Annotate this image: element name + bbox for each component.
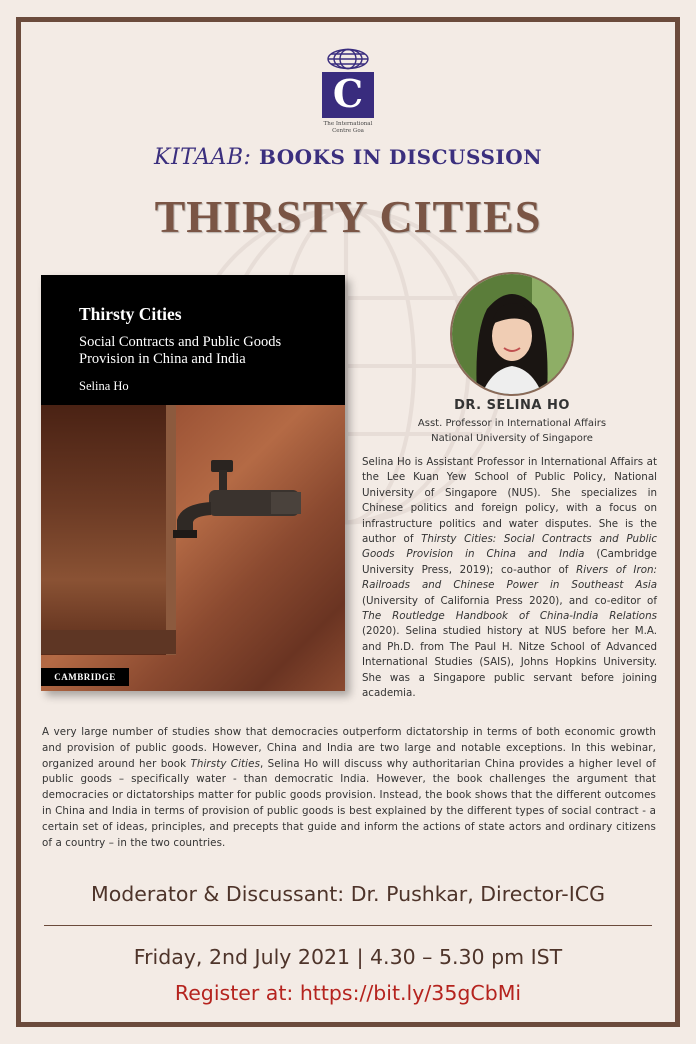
description-segment: , Selina Ho will discuss why authoritarian China provides a higher level of public goods – specifically water - than democratic India. However, the book challenges the argument that democracies or dictatorships matter for public goods provision. Instead, the book shows that the different outcomes in China and India in terms of provision of public goods is best explained by the different types of social contract - a certain set of ideas, principles, and precepts that guide and inform the actions of state actors and ordinary citizens of a country – in the two countries. [42, 757, 657, 849]
logo-letter-box [322, 72, 374, 118]
logo-caption-line2: Centre Goa [332, 128, 364, 134]
speaker-photo [450, 272, 574, 396]
event-description [42, 725, 656, 851]
book-author: Selina Ho [79, 379, 129, 393]
icg-logo [321, 48, 375, 135]
book-publisher: CAMBRIDGE [41, 668, 129, 686]
logo-caption-line1: The International [323, 121, 373, 127]
event-datetime: Friday, 2nd July 2021 | 4.30 – 5.30 pm IST [133, 945, 563, 969]
bio-segment: Selina Ho is Assistant Professor in International Affairs at the Lee Kuan Yew School of Public Policy, National University of Singapore (NUS). She specializes in Chinese politics and foreign policy, with a focus on infrastructure politics and water disputes. She is the author of [362, 456, 657, 546]
bio-segment: Thirsty Cities: Social Contracts and Public Goods Provision in China and India [362, 533, 658, 561]
event-title: THIRSTY CITIES [154, 191, 542, 242]
bio-segment: The Routledge Handbook of China-India Relations [362, 610, 657, 623]
series-name: BOOKS IN DISCUSSION [258, 145, 542, 169]
book-cover [41, 275, 345, 691]
logo-letter: C [332, 71, 364, 116]
window-sill-image [41, 630, 176, 654]
bio-segment: (2020). Selina studied history at NUS before her M.A. and Ph.D. from The Paul H. Nitze School of Advanced International Studies (SAIS), Johns Hopkins University. She was a Singapore public servant before joining academia. [362, 625, 657, 700]
speaker-portrait-image [452, 274, 572, 394]
bio-segment: Rivers of Iron: Railroads and Chinese Power in Southeast Asia [362, 563, 657, 592]
series-heading [0, 145, 696, 170]
divider [44, 925, 652, 926]
register-link[interactable]: Register at: https://bit.ly/35gCbMi [174, 981, 522, 1005]
series-prefix: KITAAB: [154, 145, 252, 170]
window-opening-image [41, 405, 176, 655]
logo-caption [321, 121, 375, 135]
book-title: Thirsty Cities [79, 304, 182, 324]
speaker-name: DR. SELINA HO [454, 398, 570, 413]
bio-segment: (Cambridge University Press, 2019); co-author of [362, 548, 657, 576]
description-segment: A very large number of studies show that democracies outperform dictatorship in terms of both economic growth and provision of public goods. However, China and India are two large and notable exceptions. In this webinar, organized around her book [42, 726, 656, 770]
speaker-institution: National University of Singapore [431, 433, 593, 444]
bio-segment: (University of California Press 2020), and co-editor of [362, 594, 657, 607]
speaker-role: Asst. Professor in International Affairs [417, 418, 607, 429]
speaker-bio [362, 455, 657, 702]
globe-icon [326, 48, 370, 70]
moderator-line: Moderator & Discussant: Dr. Pushkar, Director-ICG [91, 882, 605, 906]
book-subtitle: Social Contracts and Public Goods Provision in China and India [79, 334, 282, 367]
water-tap-icon [171, 460, 311, 570]
description-segment: Thirsty Cities [190, 757, 261, 770]
